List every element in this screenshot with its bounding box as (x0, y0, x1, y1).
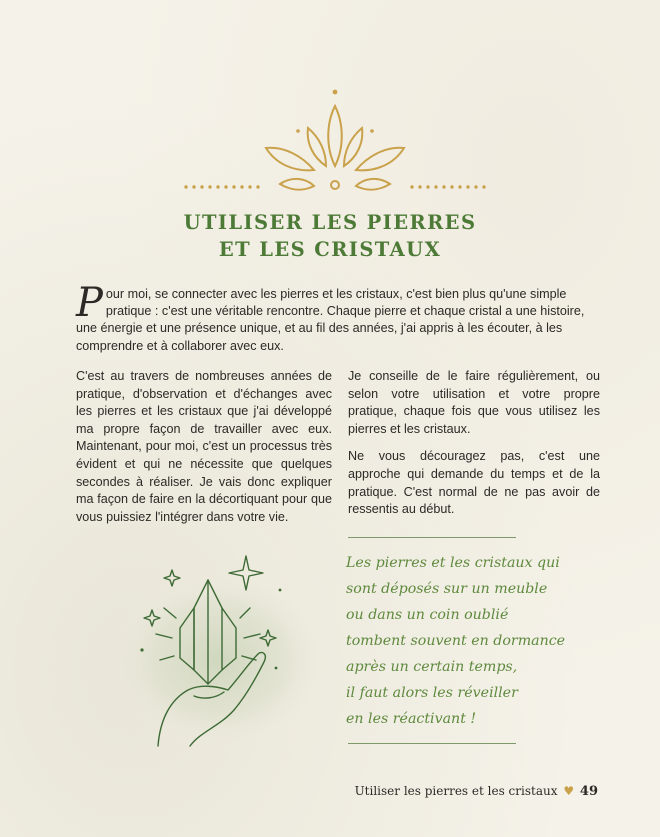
quote-line: en les réactivant ! (346, 711, 477, 727)
quote-top-divider (348, 537, 516, 538)
page-title-line-1: UTILISER LES PIERRES (183, 211, 477, 234)
right-column (348, 368, 600, 529)
quote-line: Les pierres et les cristaux qui (346, 555, 560, 571)
lotus-ornament-icon (180, 86, 490, 196)
crystal-in-hand-icon (100, 550, 340, 760)
quote-line: ou dans un coin oublié (346, 607, 509, 623)
page-footer (355, 784, 598, 799)
pull-quote (346, 550, 606, 732)
quote-line: il faut alors les réveiller (346, 685, 518, 701)
page-number: 49 (579, 784, 598, 799)
quote-line: sont déposés sur un meuble (346, 581, 548, 597)
left-column (76, 368, 332, 536)
running-title: Utiliser les pierres et les cristaux (354, 784, 558, 798)
quote-bottom-divider (348, 743, 516, 744)
quote-line: tombent souvent en dormance (346, 633, 566, 649)
intro-paragraph (76, 280, 602, 355)
leaf-icon: ♥ (563, 784, 575, 798)
right-paragraph-2: Ne vous découragez pas, c'est une approche qui demande du temps et de la pratique. C'est normal de ne pas avoir de ressentis au début. (348, 449, 600, 517)
intro-text: our moi, se connecter avec les pierres et les cristaux, c'est bien plus qu'une simple pratique : c'est une véritable rencontre. Chaque pierre et chaque cristal a une histoire, une énergie et une présence unique, et au fil des années, j'ai appris à les écouter, à les comprendre et à collaborer avec eux. (76, 287, 585, 353)
quote-line: après un certain temps, (346, 659, 518, 675)
right-paragraph-1: Je conseille de le faire régulièrement, ou selon votre utilisation et votre propre pratique, chaque fois que vous utilisez les pierres et les cristaux. (348, 369, 600, 436)
dropcap-letter: P (76, 280, 103, 326)
left-paragraph: C'est au travers de nombreuses années de pratique, d'observation et d'échanges avec les pierres et les cristaux que j'ai développé ma propre façon de travailler avec eux. Maintenant, pour moi, c'est un processus très évident et qui ne nécessite que quelques secondes à réaliser. Je vais donc expliquer ma façon de faire en la décortiquant pour que vous puissiez l'intégrer dans votre vie. (76, 369, 332, 524)
page-title-line-2: ET LES CRISTAUX (218, 238, 442, 261)
